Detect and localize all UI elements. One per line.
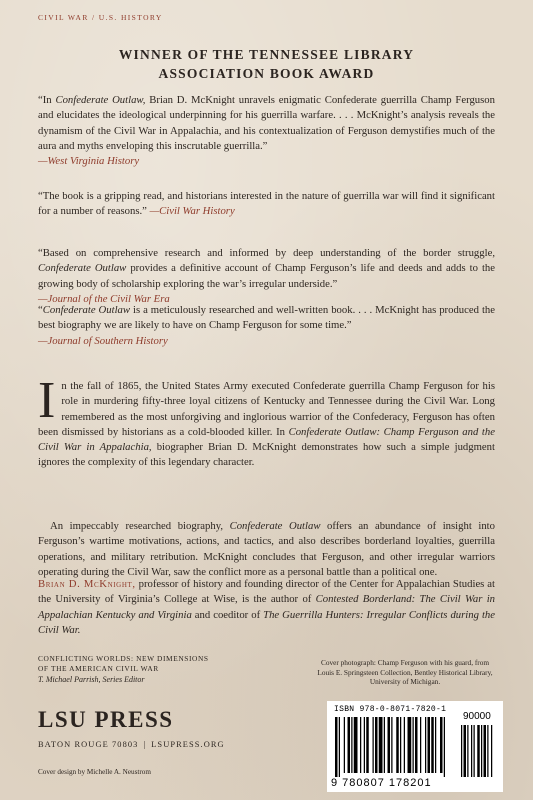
- review-quote: [38, 93, 495, 169]
- separator: |: [143, 740, 147, 749]
- description-paragraph-2: [38, 519, 495, 580]
- photo-credit-line: Cover photograph: Champ Ferguson with his guard, from: [320, 658, 490, 667]
- description-text: n the fall of 1865, the United States Army executed Confederate guerrilla Champ Ferguson for his role in murdering fifty-three loyal citizens of Kentucky and Tennessee during the Civil War. Long remembered as the most unforgiving and inglorious warrior of the Confederacy, Ferguson has often been dismissed by historians as a cold-blooded killer. In: [38, 380, 495, 438]
- review-quote: [38, 246, 495, 307]
- cover-design-credit: Cover design by Michelle A. Neustrom: [38, 768, 151, 776]
- barcode-icon: [335, 717, 497, 777]
- barcode-bar: [428, 717, 431, 773]
- barcode-addon-bar: [474, 725, 475, 777]
- barcode-bar: [413, 717, 414, 773]
- barcode-bar: [431, 717, 434, 773]
- barcode-bar: [420, 717, 421, 773]
- barcode-bar: [400, 717, 401, 773]
- barcode-panel: [327, 701, 503, 792]
- barcode-bar: [354, 717, 358, 773]
- series-line: OF THE AMERICAN CIVIL WAR: [38, 664, 159, 673]
- barcode-bar: [364, 717, 365, 773]
- barcode-bar: [344, 717, 345, 773]
- barcode-bar: [351, 717, 352, 773]
- barcode-addon-bar: [464, 725, 467, 777]
- barcode-bar: [384, 717, 385, 773]
- review-text: “: [38, 304, 43, 316]
- author-bio: [38, 577, 495, 638]
- publisher-logo: LSU PRESS: [38, 707, 174, 732]
- barcode-addon-bar: [484, 725, 487, 777]
- barcode-bar: [379, 717, 383, 773]
- category-label: CIVIL WAR / U.S. HISTORY: [38, 13, 163, 22]
- review-text: “The book is a gripping read, and historians interested in the nature of guerrilla war will find it significant for a number of reasons.”: [38, 190, 495, 218]
- barcode-bar: [444, 717, 445, 777]
- review-quote: [38, 303, 495, 349]
- barcode-bar: [375, 717, 378, 773]
- series-editor: T. Michael Parrish, Series Editor: [38, 675, 145, 684]
- barcode-bar: [435, 717, 436, 773]
- review-text: is a meticulously researched and well-written book. . . . McKnight has produced the best biography we are likely to have on Champ Ferguson for some time.”: [38, 304, 496, 332]
- book-title: Confederate Outlaw: [229, 520, 321, 532]
- barcode-bar: [360, 717, 361, 773]
- barcode-addon-bar: [491, 725, 492, 777]
- barcode-bar: [366, 717, 369, 773]
- description-text: biographer Brian D. McKnight demonstrates how such a simple judgment ignores the complexity of this legendary character.: [38, 441, 495, 469]
- barcode-addon-bar: [477, 725, 480, 777]
- photo-credit: [310, 658, 500, 687]
- book-title: The Guerrilla Hunters: Irregular Conflicts during the Civil War.: [38, 608, 495, 636]
- barcode-bar: [348, 717, 351, 773]
- description-text: An impeccably researched biography,: [50, 520, 230, 532]
- barcode-bar: [415, 717, 418, 773]
- drop-cap: I: [38, 372, 56, 429]
- review-text: provides a definitive account of Champ Ferguson’s life and deeds and adds to the growing body of scholarship exploring the war’s irregular underside.”: [38, 262, 495, 290]
- series-name: [38, 654, 268, 674]
- barcode-addon-bar: [481, 725, 482, 777]
- review-text: “Based on comprehensive research and informed by deep understanding of the border struggle,: [38, 247, 495, 259]
- book-title: Contested Borderland: The Civil War in Appalachian Kentucky and Virginia: [38, 593, 496, 621]
- description-text: offers an abundance of insight into Ferguson’s wartime motivations, actions, and tactics, and also describes borderland loyalties, guerrilla operations, and military retribution. McKnight concludes that Ferguson, and other irregular warriors operating during the Civil War, saw the conflict more as a personal battle than a political one.: [38, 520, 495, 578]
- barcode-bar: [335, 717, 338, 777]
- price-code: 90000: [463, 711, 491, 722]
- publisher-address: [38, 740, 225, 749]
- photo-credit-line: Louis E. Springsteen Collection, Bentley Historical Library,: [317, 667, 493, 677]
- award-heading-line-2: ASSOCIATION BOOK AWARD: [158, 66, 375, 81]
- barcode-bar: [425, 717, 426, 773]
- description-paragraph-1: [38, 372, 495, 471]
- review-source: —West Virginia History: [38, 155, 140, 168]
- review-quote: [38, 189, 495, 220]
- book-title: Confederate Outlaw,: [55, 94, 146, 106]
- publisher-website: LSUPRESS.ORG: [151, 740, 225, 749]
- publisher-city: BATON ROUGE 70803: [38, 740, 139, 749]
- review-text: Brian D. McKnight unravels enigmatic Confederate guerrilla Champ Ferguson and elucidates the ideological underpinning for his guerrilla warfare. . . . McKnight’s analysis reveals the dynamism of the Civil War in Appalachia, and his contextualization of Ferguson demystifies much of the aura and myths enveloping this inscrutable guerrilla.”: [38, 94, 495, 152]
- book-title: Confederate Outlaw: Champ Ferguson and the Civil War in Appalachia,: [38, 425, 495, 454]
- author-name: Brian D. McKnight,: [38, 578, 136, 590]
- isbn-digits: 9 780807 178201: [331, 777, 432, 789]
- book-title: Confederate Outlaw: [42, 304, 131, 316]
- book-title: Confederate Outlaw: [38, 262, 127, 275]
- bio-text: professor of history and founding director of the Center for Appalachian Studies at the University of Virginia’s College at Wise, is the author of: [38, 578, 495, 606]
- barcode-bar: [373, 717, 374, 773]
- award-heading-line-1: WINNER OF THE TENNESSEE LIBRARY: [118, 47, 415, 62]
- barcode-bar: [391, 717, 392, 773]
- barcode-bar: [396, 717, 399, 773]
- bio-text: and coeditor of: [191, 608, 264, 621]
- review-source: —Journal of Southern History: [38, 334, 168, 347]
- barcode-addon-bar: [471, 725, 472, 777]
- barcode-bar: [339, 717, 340, 777]
- review-source: —Civil War History: [149, 205, 235, 218]
- barcode-bar: [388, 717, 391, 773]
- barcode-bar: [440, 717, 443, 773]
- isbn-label: ISBN 978-0-8071-7820-1: [334, 705, 447, 714]
- barcode-bar: [408, 717, 412, 773]
- series-line: CONFLICTING WORLDS: NEW DIMENSIONS: [38, 654, 209, 663]
- review-text: “In: [38, 94, 56, 106]
- barcode-bar: [404, 717, 405, 773]
- barcode-addon-bar: [487, 725, 488, 777]
- review-source: —Journal of the Civil War Era: [38, 292, 170, 305]
- barcode-addon-bar: [461, 725, 462, 777]
- photo-credit-line: University of Michigan.: [369, 677, 441, 687]
- barcode-addon-bar: [467, 725, 468, 777]
